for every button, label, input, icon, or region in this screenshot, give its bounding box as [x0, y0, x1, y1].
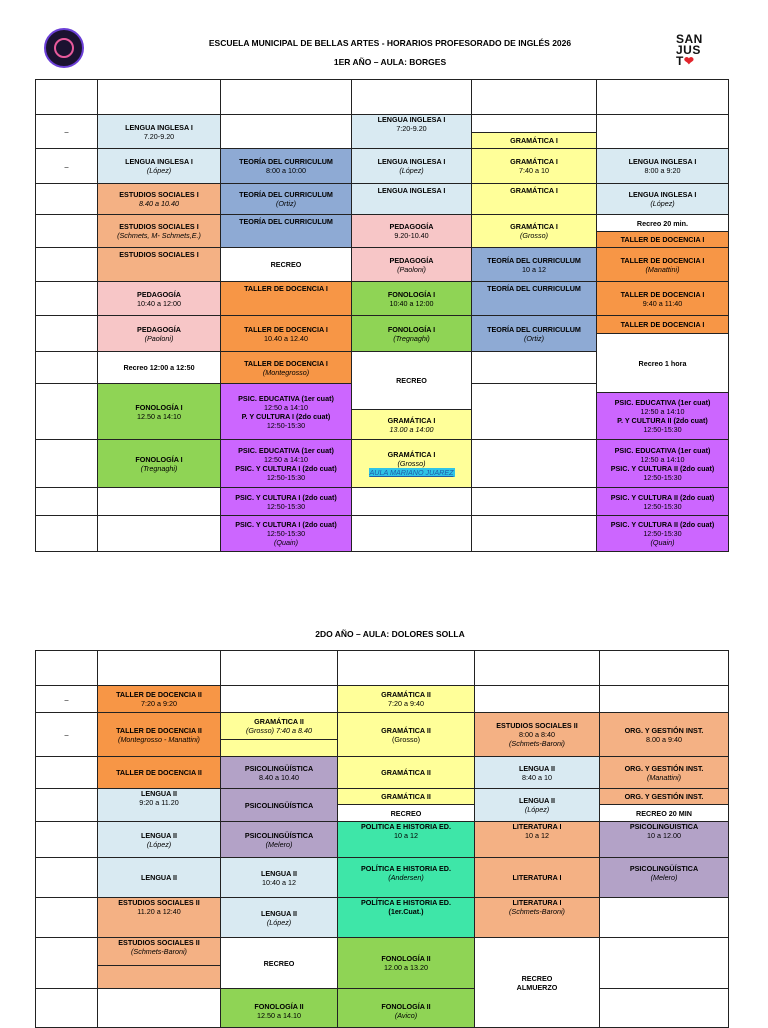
t1-class-cell: PEDAGOGÍA (Paoloni) [351, 247, 472, 282]
t1-class-cell: TEORÍA DEL CURRICULUM 10 a 12 [471, 247, 597, 282]
t1-class-cell: TALLER DE DOCENCIA I [596, 231, 729, 248]
t2-header-cell [220, 650, 338, 686]
t1-class-cell: TEORÍA DEL CURRICULUM (Ortiz) [471, 315, 597, 352]
t2-class-cell: FONOLOGÍA II 12.50 a 14.10 [220, 988, 338, 1028]
t1-header-cell [351, 79, 472, 115]
t1-time-cell: – [35, 148, 98, 184]
t1-class-cell: GRAMÁTICA I (Grosso) AULA MARIANO JUAREZ [351, 439, 472, 488]
t1-header-cell [97, 79, 221, 115]
t2-class-cell: PSICOLINGÜÍSTICA (Melero) [220, 821, 338, 858]
table2-title: 2DO AÑO – AULA: DOLORES SOLLA [315, 629, 465, 639]
t1-class-cell: TALLER DE DOCENCIA I 10.40 a 12.40 [220, 315, 352, 352]
t1-class-cell: ESTUDIOS SOCIALES I (Schmets, M- Schmets,E.) [97, 214, 221, 248]
t2-time-cell [35, 988, 98, 1028]
t1-empty-cell [471, 383, 597, 440]
t2-class-cell [220, 739, 338, 757]
t2-time-cell [35, 857, 98, 898]
t2-empty-cell [599, 988, 729, 1028]
t1-class-cell: GRAMÁTICA I 13.00 a 14:00 [351, 409, 472, 440]
t2-class-cell: LENGUA II 10:40 a 12 [220, 857, 338, 898]
t2-class-cell: LITERATURA I (Schmets-Baroni) [474, 897, 600, 938]
t2-time-cell [35, 756, 98, 789]
t1-time-cell [35, 439, 98, 488]
t2-time-cell [35, 788, 98, 822]
t1-header-cell [220, 79, 352, 115]
t2-class-cell: POLITICA E HISTORIA ED. 10 a 12 [337, 821, 475, 858]
t2-class-cell: GRAMÁTICA II (Grosso) [337, 712, 475, 757]
t1-empty-cell [471, 351, 597, 384]
t1-class-cell: TALLER DE DOCENCIA I (Manattini) [596, 247, 729, 282]
t2-class-cell: POLÍTICA E HISTORIA ED. (Andersen) [337, 857, 475, 898]
t1-empty-cell [471, 487, 597, 516]
t2-header-cell [474, 650, 600, 686]
t1-time-cell [35, 351, 98, 384]
t2-class-cell: GRAMÁTICA II 7:20 a 9:40 [337, 685, 475, 713]
t1-time-cell [35, 247, 98, 282]
t2-class-cell: ORG. Y GESTIÓN INST. [599, 788, 729, 805]
t2-break-cell: RECREO 20 MIN [599, 804, 729, 822]
t2-class-cell: ESTUDIOS SOCIALES II (Schmets-Baroni) [97, 937, 221, 966]
t1-class-cell: FONOLOGÍA I 12.50 a 14:10 [97, 383, 221, 440]
t1-class-cell: LENGUA INGLESA I (López) [596, 183, 729, 215]
t1-class-cell: LENGUA INGLESA I (López) [351, 148, 472, 184]
t1-empty-cell [351, 515, 472, 552]
logo-line-2: JUS [676, 43, 701, 57]
t2-time-cell: – [35, 712, 98, 757]
t1-class-cell: TEORÍA DEL CURRICULUM (Ortiz) [220, 183, 352, 215]
t2-time-cell [35, 821, 98, 858]
t1-time-cell [35, 487, 98, 516]
t1-class-cell: TALLER DE DOCENCIA I (Montegrosso) [220, 351, 352, 384]
page-title: ESCUELA MUNICIPAL DE BELLAS ARTES - HORARIOS PROFESORADO DE INGLÉS 2026 [208, 38, 572, 48]
t1-time-cell: – [35, 114, 98, 149]
t1-class-cell: PEDAGOGÍA 10:40 a 12:00 [97, 281, 221, 316]
logo-line-3: T❤ [676, 54, 695, 68]
t1-empty-cell [471, 439, 597, 488]
t1-time-cell [35, 383, 98, 440]
t2-class-cell: ESTUDIOS SOCIALES II 8:00 a 8:40 (Schmets-Baroni) [474, 712, 600, 757]
t2-empty-cell [599, 685, 729, 713]
t2-class-cell: PSICOLINGÜÍSTICA [220, 788, 338, 822]
t1-class-cell: PSIC. Y CULTURA II (2do cuat) 12:50-15:30 (Quain) [596, 515, 729, 552]
t1-empty-cell [220, 114, 352, 149]
t2-break-cell: RECREO [337, 804, 475, 822]
t2-time-cell: – [35, 685, 98, 713]
t1-class-cell: TEORÍA DEL CURRICULUM [471, 281, 597, 316]
t2-class-cell: FONOLOGÍA II (Avico) [337, 988, 475, 1028]
t1-empty-cell [97, 515, 221, 552]
t2-class-cell: LENGUA II (López) [220, 897, 338, 938]
t1-break-cell: Recreo 1 hora [596, 333, 729, 393]
t1-time-cell [35, 315, 98, 352]
t1-break-cell: Recreo 20 min. [596, 214, 729, 232]
san-justo-logo [676, 34, 720, 74]
t1-class-cell: LENGUA INGLESA I (López) [97, 148, 221, 184]
t1-class-cell: PEDAGOGÍA (Paoloni) [97, 315, 221, 352]
t2-class-cell: PSICOLINGÜÍSTICA (Melero) [599, 857, 729, 898]
t1-class-cell: LENGUA INGLESA I 7.20-9.20 [97, 114, 221, 149]
t1-header-cell [596, 79, 729, 115]
t2-class-cell: TALLER DE DOCENCIA II (Montegrosso - Manattini) [97, 712, 221, 757]
t1-class-cell: PSIC. EDUCATIVA (1er cuat) 12:50 a 14:10 P. Y CULTURA II (2do cuat) 12:50-15:30 [596, 392, 729, 440]
logo-line-1: SAN [676, 32, 703, 46]
t1-class-cell: TALLER DE DOCENCIA I 9:40 a 11:40 [596, 281, 729, 316]
school-logo [44, 28, 84, 68]
t2-class-cell: GRAMÁTICA II [337, 788, 475, 805]
t2-empty-cell [474, 685, 600, 713]
t2-class-cell: GRAMÁTICA II [337, 756, 475, 789]
t1-time-cell [35, 515, 98, 552]
t2-header-cell [97, 650, 221, 686]
t2-break-cell: RECREO [220, 937, 338, 989]
t1-empty-cell [471, 114, 597, 133]
table1-title: 1ER AÑO – AULA: BORGES [333, 57, 447, 67]
t1-class-cell: TEORÍA DEL CURRICULUM [220, 214, 352, 248]
t2-time-cell [35, 937, 98, 989]
heart-icon: ❤ [683, 54, 695, 68]
t1-header-cell [35, 79, 98, 115]
t2-class-cell [97, 965, 221, 989]
t1-class-cell: LENGUA INGLESA I 8:00 a 9:20 [596, 148, 729, 184]
t2-class-cell: PSICOLINGUISTICA 10 a 12.00 [599, 821, 729, 858]
t1-class-cell: TALLER DE DOCENCIA I [220, 281, 352, 316]
t2-empty-cell [97, 988, 221, 1028]
t1-empty-cell [351, 487, 472, 516]
t2-class-cell: LENGUA II (López) [474, 788, 600, 822]
t1-class-cell: GRAMÁTICA I 7:40 a 10 [471, 148, 597, 184]
t2-empty-cell [599, 937, 729, 989]
t1-break-cell: RECREO [351, 351, 472, 410]
room-link[interactable]: AULA MARIANO JUAREZ [369, 468, 454, 477]
t2-class-cell: ORG. Y GESTIÓN INST. (Manattini) [599, 756, 729, 789]
t2-class-cell: POLÍTICA E HISTORIA ED. (1er.Cuat.) [337, 897, 475, 938]
t2-class-cell: LENGUA II 8:40 a 10 [474, 756, 600, 789]
t1-time-cell [35, 183, 98, 215]
t1-class-cell: GRAMÁTICA I (Grosso) [471, 214, 597, 248]
t1-class-cell: PSIC. Y CULTURA I (2do cuat) 12:50-15:30 [220, 487, 352, 516]
t1-class-cell: ESTUDIOS SOCIALES I 8.40 a 10.40 [97, 183, 221, 215]
t2-empty-cell [599, 897, 729, 938]
t2-header-cell [599, 650, 729, 686]
t1-empty-cell [97, 487, 221, 516]
t1-break-cell: RECREO [220, 247, 352, 282]
t1-class-cell: PSIC. EDUCATIVA (1er cuat) 12:50 a 14:10 P. Y CULTURA I (2do cuat) 12:50-15:30 [220, 383, 352, 440]
t1-time-cell [35, 281, 98, 316]
t2-class-cell: TALLER DE DOCENCIA II 7:20 a 9:20 [97, 685, 221, 713]
t1-class-cell: PSIC. EDUCATIVA (1er cuat) 12:50 a 14:10 PSIC. Y CULTURA II (2do cuat) 12:50-15:30 [596, 439, 729, 488]
t1-class-cell: FONOLOGÍA I (Tregnaghi) [97, 439, 221, 488]
t2-class-cell: ORG. Y GESTIÓN INST. 8.00 a 9:40 [599, 712, 729, 757]
t2-time-cell [35, 897, 98, 938]
t1-empty-cell [596, 114, 729, 149]
t1-class-cell: GRAMÁTICA I [471, 132, 597, 149]
t1-class-cell: PSIC. Y CULTURA I (2do cuat) 12:50-15:30 (Quain) [220, 515, 352, 552]
t2-class-cell: ESTUDIOS SOCIALES II 11.20 a 12:40 [97, 897, 221, 938]
t1-break-cell: Recreo 12:00 a 12:50 [97, 351, 221, 384]
t1-class-cell: PEDAGOGÍA 9.20-10.40 [351, 214, 472, 248]
t2-header-cell [35, 650, 98, 686]
t1-class-cell: LENGUA INGLESA I 7:20-9.20 [351, 114, 472, 149]
t2-break-cell: RECREO ALMUERZO [474, 937, 600, 1028]
t1-class-cell: FONOLOGÍA I 10:40 a 12:00 [351, 281, 472, 316]
t2-class-cell: LENGUA II 9:20 a 11.20 [97, 788, 221, 822]
t2-class-cell: GRAMÁTICA II (Grosso) 7:40 a 8.40 [220, 712, 338, 740]
t1-class-cell: PSIC. EDUCATIVA (1er cuat) 12:50 a 14:10 PSIC. Y CULTURA I (2do cuat) 12:50-15:30 [220, 439, 352, 488]
t2-class-cell: FONOLOGÍA II 12.00 a 13.20 [337, 937, 475, 989]
t1-class-cell: TEORÍA DEL CURRICULUM 8:00 a 10:00 [220, 148, 352, 184]
t2-class-cell: LENGUA II [97, 857, 221, 898]
t2-empty-cell [220, 685, 338, 713]
t2-class-cell: LENGUA II (López) [97, 821, 221, 858]
t1-class-cell: GRAMÁTICA I [471, 183, 597, 215]
t1-class-cell: LENGUA INGLESA I [351, 183, 472, 215]
t1-time-cell [35, 214, 98, 248]
t2-class-cell: TALLER DE DOCENCIA II [97, 756, 221, 789]
t1-class-cell: PSIC. Y CULTURA II (2do cuat) 12:50-15:30 [596, 487, 729, 516]
t2-class-cell: LITERATURA I [474, 857, 600, 898]
t1-empty-cell [471, 515, 597, 552]
t2-header-cell [337, 650, 475, 686]
t1-header-cell [471, 79, 597, 115]
t1-class-cell: ESTUDIOS SOCIALES I [97, 247, 221, 282]
t1-class-cell: TALLER DE DOCENCIA I [596, 315, 729, 334]
t1-class-cell: FONOLOGÍA I (Tregnaghi) [351, 315, 472, 352]
t2-class-cell: LITERATURA I 10 a 12 [474, 821, 600, 858]
t2-class-cell: PSICOLINGÜÍSTICA 8.40 a 10.40 [220, 756, 338, 789]
